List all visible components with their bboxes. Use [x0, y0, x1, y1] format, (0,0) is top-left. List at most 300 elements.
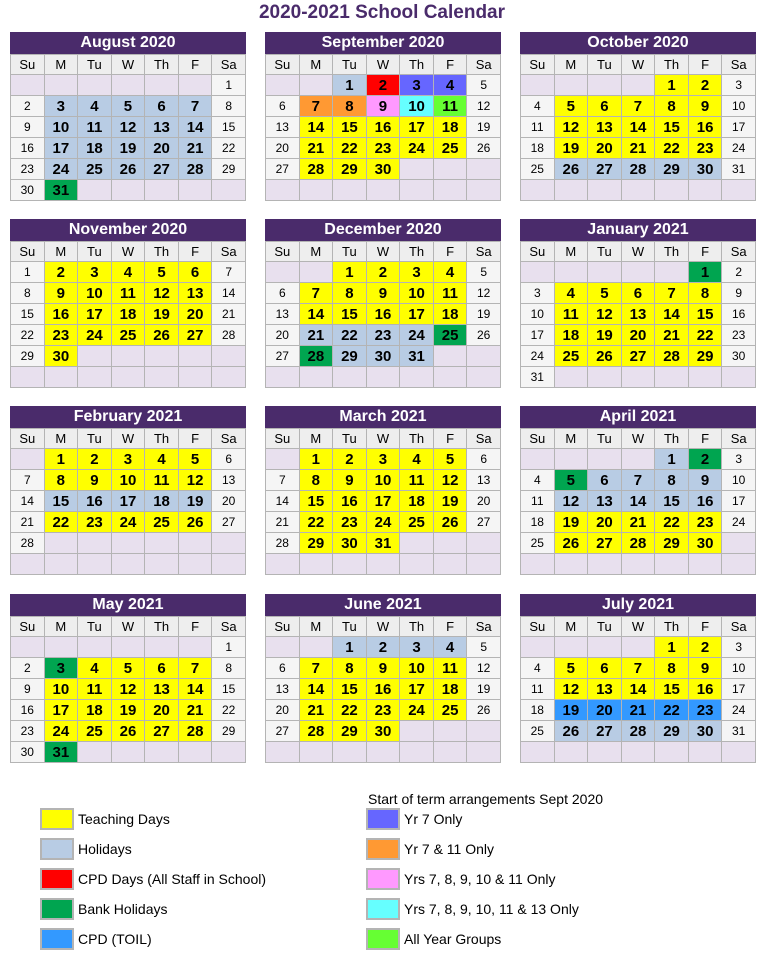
empty-day-cell: [433, 533, 467, 554]
legend-label: Holidays: [78, 841, 132, 857]
weekday-header: M: [299, 242, 333, 262]
empty-day-cell: [178, 637, 212, 658]
day-cell: 16: [722, 304, 756, 325]
weekday-header: Tu: [588, 55, 622, 75]
day-cell: 21: [621, 512, 655, 533]
empty-day-cell: [78, 742, 112, 763]
month-calendar: [520, 594, 756, 763]
day-cell: 29: [11, 346, 45, 367]
day-cell: 25: [433, 325, 467, 346]
day-cell: 15: [44, 491, 78, 512]
weekday-header: M: [554, 242, 588, 262]
day-cell: 19: [467, 304, 501, 325]
empty-day-cell: [588, 367, 622, 388]
day-cell: 12: [433, 470, 467, 491]
empty-day-cell: [212, 554, 246, 575]
weekday-header: Su: [11, 242, 45, 262]
day-cell: 26: [111, 159, 145, 180]
day-cell: 18: [433, 679, 467, 700]
weekday-header: M: [299, 617, 333, 637]
day-cell: 20: [212, 491, 246, 512]
day-cell: 23: [688, 138, 722, 159]
day-cell: 30: [366, 346, 400, 367]
day-cell: 26: [467, 325, 501, 346]
day-cell: 21: [299, 138, 333, 159]
day-cell: 31: [400, 346, 434, 367]
day-cell: 11: [433, 283, 467, 304]
day-cell: 7: [621, 96, 655, 117]
day-cell: 27: [145, 159, 179, 180]
weekday-header: Th: [655, 429, 689, 449]
empty-day-cell: [266, 262, 300, 283]
month-title: June 2021: [265, 594, 501, 616]
day-cell: 22: [688, 325, 722, 346]
day-cell: 23: [688, 512, 722, 533]
legend-label: All Year Groups: [404, 931, 502, 947]
day-cell: 18: [78, 138, 112, 159]
empty-day-cell: [521, 637, 555, 658]
day-cell: 25: [554, 346, 588, 367]
empty-day-cell: [44, 75, 78, 96]
weekday-header: Sa: [212, 429, 246, 449]
weekday-header: W: [621, 242, 655, 262]
day-cell: 1: [655, 449, 689, 470]
empty-day-cell: [655, 367, 689, 388]
weekday-header: Tu: [78, 617, 112, 637]
day-cell: 17: [78, 304, 112, 325]
day-cell: 28: [178, 721, 212, 742]
empty-day-cell: [400, 367, 434, 388]
day-cell: 2: [366, 75, 400, 96]
day-cell: 11: [111, 283, 145, 304]
day-cell: 28: [621, 533, 655, 554]
day-cell: 24: [366, 512, 400, 533]
weekday-header: W: [111, 242, 145, 262]
day-cell: 21: [621, 700, 655, 721]
day-cell: 30: [366, 159, 400, 180]
weekday-header: Sa: [212, 617, 246, 637]
empty-day-cell: [688, 180, 722, 201]
day-cell: 11: [78, 117, 112, 138]
empty-day-cell: [111, 554, 145, 575]
day-cell: 5: [467, 262, 501, 283]
day-cell: 4: [433, 75, 467, 96]
day-cell: 12: [145, 283, 179, 304]
empty-day-cell: [366, 180, 400, 201]
day-cell: 20: [178, 304, 212, 325]
day-cell: 11: [521, 117, 555, 138]
empty-day-cell: [145, 346, 179, 367]
day-cell: 26: [467, 700, 501, 721]
month-title: March 2021: [265, 406, 501, 428]
day-cell: 7: [178, 96, 212, 117]
day-cell: 25: [433, 700, 467, 721]
day-cell: 27: [588, 721, 622, 742]
weekday-header: Su: [11, 55, 45, 75]
day-cell: 18: [433, 117, 467, 138]
day-cell: 8: [44, 470, 78, 491]
day-cell: 8: [11, 283, 45, 304]
day-cell: 3: [400, 637, 434, 658]
day-cell: 16: [366, 304, 400, 325]
empty-day-cell: [78, 637, 112, 658]
weekday-header: Th: [145, 242, 179, 262]
day-cell: 28: [621, 159, 655, 180]
weekday-header: Su: [266, 617, 300, 637]
day-cell: 20: [588, 512, 622, 533]
weekday-header: Sa: [467, 55, 501, 75]
empty-day-cell: [621, 554, 655, 575]
weekday-header: Th: [655, 617, 689, 637]
month-table: [520, 241, 756, 388]
weekday-header: F: [178, 617, 212, 637]
weekday-header: Tu: [333, 617, 367, 637]
day-cell: 18: [521, 512, 555, 533]
empty-day-cell: [178, 75, 212, 96]
day-cell: 20: [266, 700, 300, 721]
month-title: September 2020: [265, 32, 501, 54]
legend-swatch: [40, 838, 74, 860]
empty-day-cell: [688, 367, 722, 388]
day-cell: 17: [111, 491, 145, 512]
day-cell: 7: [621, 658, 655, 679]
empty-day-cell: [44, 533, 78, 554]
day-cell: 30: [366, 721, 400, 742]
day-cell: 17: [521, 325, 555, 346]
empty-day-cell: [400, 742, 434, 763]
legend-label: Bank Holidays: [78, 901, 168, 917]
empty-day-cell: [655, 742, 689, 763]
day-cell: 14: [299, 304, 333, 325]
legend-heading: Start of term arrangements Sept 2020: [368, 791, 604, 807]
empty-day-cell: [111, 742, 145, 763]
day-cell: 6: [266, 283, 300, 304]
day-cell: 9: [44, 283, 78, 304]
day-cell: 14: [178, 117, 212, 138]
day-cell: 1: [44, 449, 78, 470]
day-cell: 21: [299, 325, 333, 346]
day-cell: 3: [722, 449, 756, 470]
day-cell: 14: [266, 491, 300, 512]
day-cell: 24: [722, 138, 756, 159]
empty-day-cell: [266, 367, 300, 388]
weekday-header: W: [366, 55, 400, 75]
weekday-header: F: [178, 242, 212, 262]
weekday-header: M: [44, 55, 78, 75]
day-cell: 28: [299, 159, 333, 180]
day-cell: 2: [78, 449, 112, 470]
day-cell: 11: [400, 470, 434, 491]
weekday-header: F: [688, 429, 722, 449]
empty-day-cell: [266, 75, 300, 96]
day-cell: 2: [688, 637, 722, 658]
day-cell: 13: [145, 117, 179, 138]
day-cell: 29: [212, 159, 246, 180]
day-cell: 14: [655, 304, 689, 325]
empty-day-cell: [333, 554, 367, 575]
weekday-header: F: [433, 617, 467, 637]
day-cell: 20: [145, 138, 179, 159]
weekday-header: Tu: [78, 242, 112, 262]
day-cell: 14: [212, 283, 246, 304]
legend-swatch: [366, 808, 400, 830]
day-cell: 11: [145, 470, 179, 491]
legend: [0, 780, 764, 957]
day-cell: 9: [78, 470, 112, 491]
day-cell: 19: [554, 700, 588, 721]
weekday-header: W: [111, 55, 145, 75]
day-cell: 4: [145, 449, 179, 470]
day-cell: 15: [688, 304, 722, 325]
day-cell: 30: [11, 180, 45, 201]
day-cell: 8: [333, 96, 367, 117]
empty-day-cell: [111, 75, 145, 96]
day-cell: 13: [621, 304, 655, 325]
day-cell: 31: [521, 367, 555, 388]
day-cell: 28: [655, 346, 689, 367]
day-cell: 25: [433, 138, 467, 159]
empty-day-cell: [588, 262, 622, 283]
day-cell: 20: [588, 700, 622, 721]
weekday-header: Su: [521, 617, 555, 637]
weekday-header: Th: [400, 55, 434, 75]
day-cell: 5: [145, 262, 179, 283]
day-cell: 24: [400, 138, 434, 159]
empty-day-cell: [178, 367, 212, 388]
day-cell: 12: [588, 304, 622, 325]
day-cell: 3: [722, 637, 756, 658]
day-cell: 8: [655, 658, 689, 679]
day-cell: 11: [433, 96, 467, 117]
day-cell: 13: [178, 283, 212, 304]
day-cell: 9: [722, 283, 756, 304]
day-cell: 30: [44, 346, 78, 367]
weekday-header: Th: [400, 429, 434, 449]
weekday-header: Sa: [467, 242, 501, 262]
empty-day-cell: [554, 554, 588, 575]
day-cell: 16: [11, 700, 45, 721]
weekday-header: F: [433, 242, 467, 262]
empty-day-cell: [145, 742, 179, 763]
day-cell: 21: [178, 138, 212, 159]
month-table: [265, 616, 501, 763]
day-cell: 6: [588, 658, 622, 679]
day-cell: 3: [521, 283, 555, 304]
weekday-header: F: [433, 429, 467, 449]
day-cell: 5: [588, 283, 622, 304]
day-cell: 28: [178, 159, 212, 180]
day-cell: 6: [621, 283, 655, 304]
weekday-header: F: [178, 55, 212, 75]
empty-day-cell: [78, 533, 112, 554]
empty-day-cell: [621, 180, 655, 201]
empty-day-cell: [433, 346, 467, 367]
day-cell: 27: [588, 159, 622, 180]
day-cell: 6: [145, 96, 179, 117]
empty-day-cell: [588, 449, 622, 470]
day-cell: 31: [44, 180, 78, 201]
empty-day-cell: [655, 180, 689, 201]
empty-day-cell: [212, 742, 246, 763]
weekday-header: Sa: [467, 429, 501, 449]
day-cell: 12: [554, 117, 588, 138]
weekday-header: Sa: [722, 242, 756, 262]
day-cell: 23: [44, 325, 78, 346]
weekday-header: Th: [145, 55, 179, 75]
legend-swatch: [40, 928, 74, 950]
day-cell: 20: [621, 325, 655, 346]
legend-label: Teaching Days: [78, 811, 170, 827]
empty-day-cell: [145, 554, 179, 575]
day-cell: 19: [111, 700, 145, 721]
day-cell: 21: [178, 700, 212, 721]
day-cell: 6: [266, 96, 300, 117]
empty-day-cell: [433, 554, 467, 575]
weekday-header: M: [44, 429, 78, 449]
empty-day-cell: [299, 180, 333, 201]
day-cell: 23: [11, 159, 45, 180]
empty-day-cell: [521, 554, 555, 575]
day-cell: 14: [299, 679, 333, 700]
month-calendar: [520, 32, 756, 201]
day-cell: 13: [588, 679, 622, 700]
day-cell: 10: [366, 470, 400, 491]
day-cell: 30: [688, 159, 722, 180]
day-cell: 18: [521, 138, 555, 159]
day-cell: 22: [655, 700, 689, 721]
day-cell: 4: [521, 96, 555, 117]
weekday-header: F: [433, 55, 467, 75]
day-cell: 7: [266, 470, 300, 491]
day-cell: 20: [145, 700, 179, 721]
empty-day-cell: [178, 554, 212, 575]
empty-day-cell: [400, 533, 434, 554]
empty-day-cell: [111, 533, 145, 554]
empty-day-cell: [521, 449, 555, 470]
day-cell: 13: [212, 470, 246, 491]
day-cell: 15: [333, 117, 367, 138]
day-cell: 15: [212, 117, 246, 138]
empty-day-cell: [688, 742, 722, 763]
day-cell: 23: [366, 325, 400, 346]
day-cell: 18: [521, 700, 555, 721]
month-calendar: [10, 594, 246, 763]
day-cell: 4: [111, 262, 145, 283]
day-cell: 20: [266, 325, 300, 346]
weekday-header: Th: [655, 55, 689, 75]
empty-day-cell: [400, 721, 434, 742]
legend-swatch: [40, 898, 74, 920]
day-cell: 29: [655, 533, 689, 554]
day-cell: 17: [722, 679, 756, 700]
empty-day-cell: [621, 262, 655, 283]
day-cell: 22: [212, 138, 246, 159]
day-cell: 9: [366, 283, 400, 304]
legend-swatch: [366, 868, 400, 890]
day-cell: 12: [467, 658, 501, 679]
day-cell: 10: [722, 470, 756, 491]
empty-day-cell: [212, 346, 246, 367]
day-cell: 5: [554, 658, 588, 679]
day-cell: 15: [655, 491, 689, 512]
empty-day-cell: [44, 637, 78, 658]
day-cell: 7: [299, 283, 333, 304]
day-cell: 19: [467, 679, 501, 700]
day-cell: 18: [433, 304, 467, 325]
month-title: February 2021: [10, 406, 246, 428]
day-cell: 2: [688, 449, 722, 470]
day-cell: 17: [722, 491, 756, 512]
day-cell: 11: [521, 491, 555, 512]
empty-day-cell: [621, 449, 655, 470]
empty-day-cell: [554, 75, 588, 96]
weekday-header: W: [621, 55, 655, 75]
empty-day-cell: [212, 533, 246, 554]
day-cell: 12: [178, 470, 212, 491]
day-cell: 13: [266, 304, 300, 325]
empty-day-cell: [467, 180, 501, 201]
day-cell: 20: [467, 491, 501, 512]
day-cell: 1: [688, 262, 722, 283]
empty-day-cell: [621, 367, 655, 388]
weekday-header: Tu: [78, 429, 112, 449]
day-cell: 4: [433, 637, 467, 658]
day-cell: 31: [722, 159, 756, 180]
day-cell: 27: [588, 533, 622, 554]
empty-day-cell: [467, 533, 501, 554]
month-table: [265, 241, 501, 388]
empty-day-cell: [11, 554, 45, 575]
empty-day-cell: [433, 159, 467, 180]
empty-day-cell: [467, 742, 501, 763]
weekday-header: M: [554, 429, 588, 449]
day-cell: 1: [333, 262, 367, 283]
empty-day-cell: [366, 742, 400, 763]
day-cell: 2: [11, 96, 45, 117]
weekday-header: Tu: [333, 429, 367, 449]
day-cell: 3: [44, 658, 78, 679]
weekday-header: Th: [655, 242, 689, 262]
day-cell: 31: [44, 742, 78, 763]
day-cell: 30: [688, 721, 722, 742]
day-cell: 3: [400, 262, 434, 283]
month-table: [520, 54, 756, 201]
day-cell: 15: [333, 304, 367, 325]
day-cell: 8: [655, 96, 689, 117]
day-cell: 9: [333, 470, 367, 491]
empty-day-cell: [521, 180, 555, 201]
weekday-header: Sa: [722, 55, 756, 75]
empty-day-cell: [366, 554, 400, 575]
weekday-header: M: [299, 429, 333, 449]
day-cell: 15: [655, 679, 689, 700]
empty-day-cell: [433, 742, 467, 763]
day-cell: 24: [521, 346, 555, 367]
day-cell: 7: [212, 262, 246, 283]
day-cell: 26: [554, 721, 588, 742]
day-cell: 19: [178, 491, 212, 512]
day-cell: 14: [621, 679, 655, 700]
day-cell: 25: [145, 512, 179, 533]
day-cell: 9: [688, 470, 722, 491]
day-cell: 7: [299, 96, 333, 117]
empty-day-cell: [433, 180, 467, 201]
empty-day-cell: [111, 180, 145, 201]
empty-day-cell: [400, 180, 434, 201]
day-cell: 13: [266, 117, 300, 138]
empty-day-cell: [266, 637, 300, 658]
day-cell: 6: [588, 96, 622, 117]
